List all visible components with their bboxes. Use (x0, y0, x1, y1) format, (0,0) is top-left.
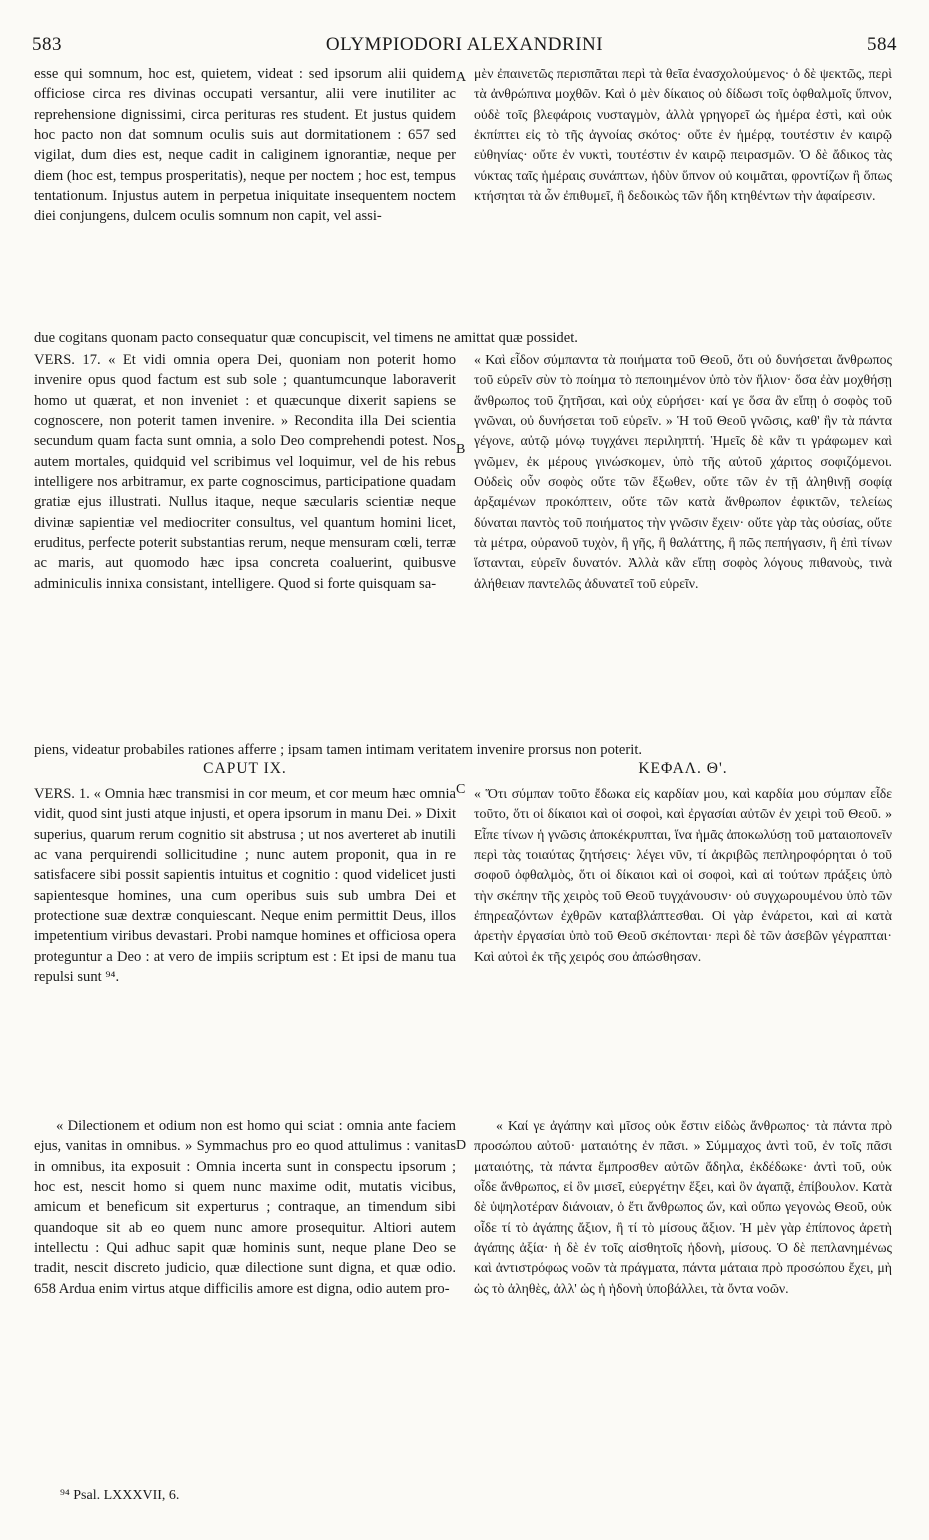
latin-column-top: esse qui somnum, hoc est, quietem, videat : sed ipsorum alii quidem officiose circa res divinas occupati versantur, alii vere inutiliter ac reprehensione dignissimi, circa perituras res student. Et justus quidem hoc pacto non dat somnum oculis suis aut dormitationem : 657 sed vigilat, dum dies est, neque cadit in caliginem ignorantiæ, neque per diem (hoc est, tempus prosperitatis), neque per noctem ; hoc est, tempus tentationum. Injustus autem in perpetua iniquitate insequentem noctem diei conjungens, dulcem oculis somnum non capit, vel assi- (34, 66, 456, 225)
greek-column-top: μὲν ἐπαινετῶς περισπᾶται περὶ τὰ θεῖα ἐνασχολούμενος· ὁ δὲ ψεκτῶς, περὶ τὰ ἀνθρώπινα μοχθῶν. Καὶ ὁ μὲν δίκαιος οὐ δίδωσι τοῖς ὀφθαλμοῖς ὕπνον, οὐδὲ τοῖς βλεφάροις νυσταγμὸν, ἀλλὰ γρηγορεῖ ὡς ἡμέρα ἐστὶ, καὶ οὐκ ἐκπίπτει εἰς τὸ τῆς ἀγνοίας σκότος· οὔτε ἐν ἡμέρᾳ, τουτέστιν ἐν καιρῷ εὐθηνίας· οὔτε ἐν νυκτὶ, τουτέστιν ἐν καιρῷ πειρασμῶν. Ὁ δὲ ἄδικος τὰς νύκτας ταῖς ἡμέραις συνάπτων, ἡδὺν ὕπνον οὐ κοιμᾶται, φροντίζων ἢ ὅπως κτήσηται τὰ ὧν ἐπιθυμεῖ, ἢ δεδοικὼς τῶν ἤδη κτηθέντων τὴν ἀφαίρεσιν. (474, 66, 892, 204)
running-header (32, 34, 897, 58)
greek-column-v17: « Καὶ εἶδον σύμπαντα τὰ ποιήματα τοῦ Θεοῦ, ὅτι οὐ δυνήσεται ἄνθρωπος τοῦ εὑρεῖν σὺν τὸ ποίημα τὸ πεποιημένον ὑπὸ τὸν ἥλιον· ὅσα ἐὰν μοχθήσῃ ἄνθρωπος τοῦ ζητῆσαι, καὶ οὐχ εὑρήσει· καί γε ὅσα ἂν εἴπῃ ὁ σοφὸς τοῦ γνῶναι, οὐ δυνήσεται τοῦ εὑρεῖν. » Ἡ τοῦ Θεοῦ γνῶσις, καθ' ἣν τὰ πάντα γέγονε, αὐτῷ μόνῳ τυγχάνει περιληπτή. Ἡμεῖς δὲ κἂν τι γράφωμεν καὶ γνῶμεν, ἐκ μέρους γινώσκομεν, ὑπὸ τῆς αὐτοῦ χάριτος σοφιζόμενοι. Οὐδεὶς οὖν σοφὸς οὔτε τῶν ἔξωθεν, οὔτε τῶν ἐν τῇ ἀληθινῇ σοφίᾳ ἀρξαμένων προκόπτειν, οὔτε τῶν κατὰ ἄνθρωπον ἐφικτῶν, τελείως δύναται παντὸς τοῦ ποιήματος τὴν γνῶσιν ἔχειν· οὔτε γὰρ τὰς οὐσίας, οὔτε τὰ μέτρα, οὐρανοῦ τυχὸν, ἢ γῆς, ἢ θαλάττης, ἢ πῶς πεπήγασιν, ἢ ἐπὶ τίνων ἵστανται, εὑρεῖν δυνατόν. Ἀλλὰ κἂν εἴπῃ σοφὸς λόγους πιθανοὺς, τινὰ ἀλήθειαν παντελῶς ἀδυνατεῖ τοῦ εὑρεῖν. (474, 352, 892, 591)
spanning-line-2: piens, videatur probabiles rationes afferre ; ipsam tamen intimam veritatem invenire prorsus non poterit. (34, 742, 643, 758)
greek-column-ch9: « Ὅτι σύμπαν τοῦτο ἔδωκα εἰς καρδίαν μου, καὶ καρδία μου σύμπαν εἶδε τοῦτο, ὅτι οἱ δίκαιοι καὶ οἱ σοφοὶ, καὶ ἐργασίαι αὐτῶν ἐν χειρὶ τοῦ Θεοῦ. » Εἶπε τίνων ἡ γνῶσις ἀποκέκρυπται, ἵνα ἡμᾶς ἀποκωλύσῃ τοῦ ματαιοπονεῖν περὶ τὰς τοιαύτας ζητήσεις· λέγει νῦν, τί ἀκριβῶς πεπληροφόρηται ὁ τοῦ σοφοῦ ὀφθαλμὸς, ὅτι οἱ δίκαιοι καὶ οἱ σοφοὶ, καὶ αἱ τούτων πράξεις ὑπὸ τὴν σκέπην τῆς χειρὸς τοῦ Θεοῦ τυγχάνουσιν· οὐ συγχωρουμένου ὑπὸ τῶν ἐπηρεαζόντων ἐχθρῶν καταβλάπτεσθαι. Οἱ γὰρ ἐνάρετοι, καὶ αἱ κατὰ ἀρετὴν ἐργασίαι ὑπὸ τοῦ Θεοῦ σκέπονται· περὶ δὲ τῶν ἀσεβῶν γέγραπται· Καὶ αὐτοὶ ἐκ τῆς χειρός σου ἀπώσθησαν. (474, 786, 892, 964)
greek-column-ch9-b: « Καί γε ἀγάπην καὶ μῖσος οὐκ ἔστιν εἰδὼς ἄνθρωπος· τὰ πάντα πρὸ προσώπου αὐτοῦ· ματαιότης ἐν πᾶσι. » Σύμμαχος ἀντὶ τοῦ, ἐν τοῖς πᾶσι ματαιότης, τὰ πάντα ἔμπροσθεν αὐτῶν ἄδηλα, ἐκδέδωκε· ἀντὶ τοῦ, οὐκ οἶδε ἄνθρωπος, εἰ ὃν μισεῖ, εὐεργέτην ἕξει, καὶ ὃν ἀγαπᾷ, ἐπίβουλον. Κατὰ δὲ ὑψηλοτέραν διάνοιαν, ὁ ἔτι ἄνθρωπος ὤν, καὶ οὔπω γεγονὼς Θεοῦ, οὐκ οἶδε τί τὸ ἀγάπης ἄξιον, ἢ τί τὸ μίσους ἄξιον. Ἡ μὲν γὰρ ἐπίπονος ἀρετὴ ἀγάπης ἀξία· ἡ δὲ ἐν τοῖς αἰσθητοῖς ἡδονὴ, μίσους. Ὁ δὲ πεπλανημένως καὶ ἀντιστρόφως νοῶν τὰ πράγματα, πάντα μάταια πρὸ προσώπου ἔχει, μὴ ὡς τὸ ἀληθὲς, ἀλλ' ὡς ἡ ἡδονὴ ὑποβάλλει, τὰ ὄντα νοῶν. (474, 1118, 892, 1296)
page-number-left: 583 (32, 34, 62, 55)
page-number-right: 584 (867, 34, 897, 55)
running-title: OLYMPIODORI ALEXANDRINI (325, 34, 604, 55)
latin-column-ch9-b: « Dilectionem et odium non est homo qui sciat : omnia ante faciem ejus, vanitas in omnibus. » Symmachus pro eo quod attulimus : vanitas in omnibus, ita exposuit : Omnia incerta sunt in conspectu ipsorum ; hoc est, nescit homo si quem nunc maxime odit, mutatis vicibus, amicum et beneficum sit experturus ; contraque, an timendum sibi quandoque sit ab eo quem nunc amore prosequitur. Altiori autem intellectu : Qui adhuc sapit quæ hominis sunt, neque plane Deo se tradit, nescit discreto judicio, quæ dilectione sunt digna, et quæ odio. 658 Ardua enim virtus atque difficilis amore est digna, odio autem pro- (34, 1118, 456, 1297)
section-marker-c: C (456, 782, 466, 797)
footnote: ⁹⁴ Psal. LXXXVII, 6. (60, 1488, 180, 1503)
chapter-heading-greek: ΚΕΦΑΛ. Θ'. (638, 760, 728, 777)
section-marker-d: D (456, 1138, 467, 1153)
chapter-heading-latin: CAPUT IX. (203, 760, 287, 777)
spanning-line-1: due cogitans quonam pacto consequatur quæ concupiscit, vel timens ne amittat quæ possidet. (34, 330, 578, 346)
section-marker-b: B (456, 442, 466, 457)
section-marker-a: A (456, 70, 467, 85)
latin-column-v17: VERS. 17. « Et vidi omnia opera Dei, quoniam non poterit homo invenire opus quod factum est sub sole ; quantumcunque laboraverit homo ut quærat, et non inveniet : et quæcunque dixerit sapiens se cognoscere, non poterit tamen invenire. » Recondita illa Dei scientia secundum quam facta sunt omnia, a solo Deo comprehendi potest. Nos autem mortales, quidquid vel scribimus vel loquimur, vel de his rebus intelligere nos arbitramur, ex parte cognoscimus, participatione quadam gratiæ ejus illustrati. Nullus itaque, neque sæcularis scientiæ neque divinæ sapientiæ vel mediocriter consultus, vel quantum homini licet, eruditus, perfecte poterit substantias rerum, neque mensuram cœli, terræ ac maris, aut quomodo hæc ipsa concreta coaluerint, quibusve adminiculis innixa consistant, intelligere. Quod si forte quisquam sa- (34, 352, 456, 592)
latin-column-ch9: VERS. 1. « Omnia hæc transmisi in cor meum, et cor meum hæc omnia vidit, quod sint justi atque injusti, et opera ipsorum in manu Dei. » Dixit superius, quarum rerum cognitio sit abstrusa ; ut nos averteret ab inutili ac vana perquirendi sollicitudine ; nunc autem proponit, qua in re satisfacere sibi possit sapientis intuitus et cognitio : quod videlicet justi sapientesque homines, una cum operibus suis sub umbra Dei et protectione suæ dextræ conquiescant. Neque enim permittit Deus, illos impetentium viribus devastari. Probi namque homines et officiosa opera proteguntur a Deo : at vero de impiis scriptum est : Et ipsi de manu tua repulsi sunt ⁹⁴. (34, 786, 456, 986)
